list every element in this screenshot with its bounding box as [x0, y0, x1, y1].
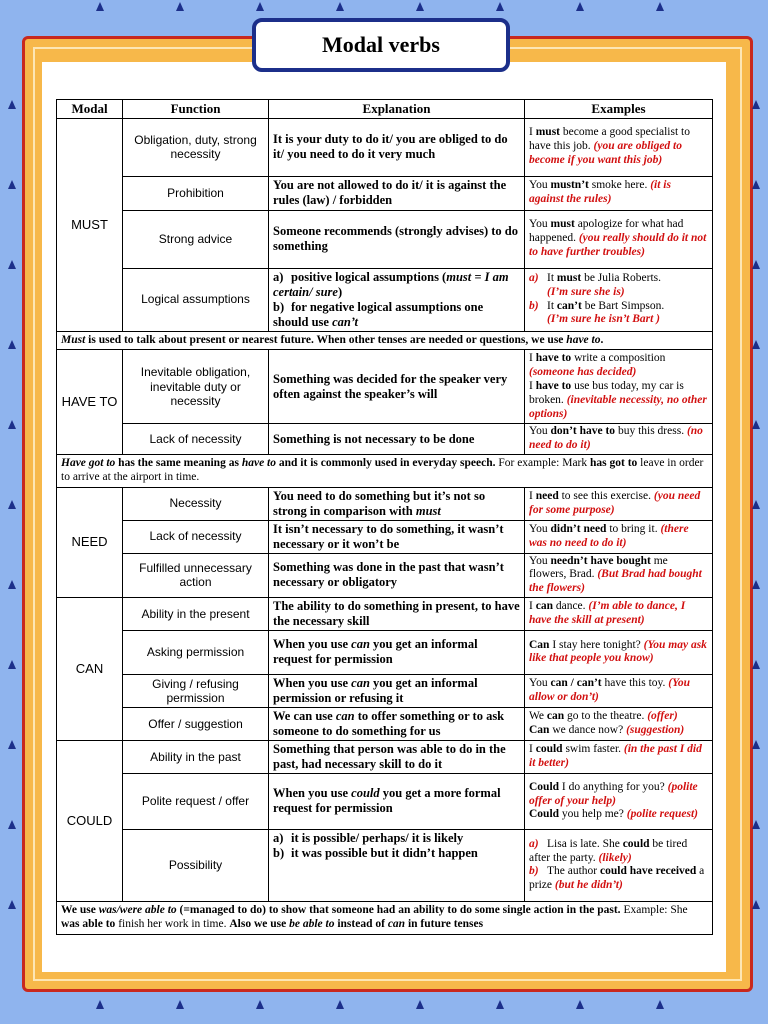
decorative-triangle [8, 500, 16, 509]
example-cell: I have to write a composition (someone has decided) I have to use bus today, my car is broken. (inevitable necessity, no other options) [525, 350, 713, 424]
function-cell: Ability in the present [123, 597, 269, 630]
decorative-triangle [176, 1000, 184, 1009]
decorative-triangle [656, 2, 664, 11]
function-cell: Fulfilled unnecessary action [123, 553, 269, 597]
decorative-triangle [96, 2, 104, 11]
decorative-triangle [752, 660, 760, 669]
decorative-triangle [752, 580, 760, 589]
function-cell: Lack of necessity [123, 520, 269, 553]
example-cell: You mustn’t smoke here. (it is against the rules) [525, 176, 713, 210]
modal-have-to: HAVE TO [57, 350, 123, 455]
decorative-triangle [256, 2, 264, 11]
table-row [57, 487, 713, 520]
decorative-triangle [752, 340, 760, 349]
table-row [57, 424, 713, 455]
header-examples: Examples [525, 100, 713, 119]
decorative-triangle [752, 820, 760, 829]
decorative-triangle [8, 100, 16, 109]
explanation-cell: When you use could you get a more formal request for permission [269, 773, 525, 829]
modal-need: NEED [57, 487, 123, 597]
decorative-triangle [336, 2, 344, 11]
modal-verbs-table [56, 99, 713, 935]
explanation-cell: You are not allowed to do it/ it is against the rules (law) / forbidden [269, 176, 525, 210]
example-cell: You needn’t have bought me flowers, Brad. (But Brad had bought the flowers) [525, 553, 713, 597]
decorative-triangle [96, 1000, 104, 1009]
example-cell: I could swim faster. (in the past I did it better) [525, 740, 713, 773]
function-cell: Ability in the past [123, 740, 269, 773]
have-to-note: Have got to has the same meaning as have to and it is commonly used in everyday speech. For example: Mark has got to leave in order to arrive at the airport in time. [57, 454, 713, 487]
function-cell: Giving / refusing permission [123, 674, 269, 707]
explanation-cell: It isn’t necessary to do something, it wasn’t necessary or it won’t be [269, 520, 525, 553]
explanation-cell: Something was decided for the speaker very often against the speaker’s will [269, 350, 525, 424]
modal-could: COULD [57, 740, 123, 901]
function-cell: Logical assumptions [123, 268, 269, 331]
decorative-triangle [336, 1000, 344, 1009]
example-cell: I need to see this exercise. (you need for some purpose) [525, 487, 713, 520]
table-row [57, 773, 713, 829]
function-cell: Lack of necessity [123, 424, 269, 455]
decorative-triangle [8, 180, 16, 189]
explanation-cell: Something that person was able to do in the past, had necessary skill to do it [269, 740, 525, 773]
decorative-triangle [8, 900, 16, 909]
decorative-triangle [656, 1000, 664, 1009]
decorative-triangle [576, 2, 584, 11]
decorative-triangle [752, 500, 760, 509]
table-row [57, 520, 713, 553]
could-note: We use was/were able to (=managed to do) to show that someone had an ability to do some single action in the past. Example: She was able to finish her work in time. Also we use be able to instead of can in future tenses [57, 901, 713, 934]
example-cell: a) It must be Julia Roberts. (I’m sure she is) b) It can’t be Bart Simpson. (I’m sure he isn’t Bart ) [525, 268, 713, 331]
decorative-triangle [416, 2, 424, 11]
example-cell: I must become a good specialist to have this job. (you are obliged to become if you want this job) [525, 118, 713, 176]
table-row [57, 740, 713, 773]
decorative-triangle [8, 580, 16, 589]
example-cell: You can / can’t have this toy. (You allow or don’t) [525, 674, 713, 707]
decorative-triangle [8, 420, 16, 429]
table-row [57, 597, 713, 630]
decorative-triangle [8, 340, 16, 349]
example-cell: I can dance. (I’m able to dance, I have the skill at present) [525, 597, 713, 630]
decorative-triangle [752, 420, 760, 429]
table-row [57, 674, 713, 707]
decorative-triangle [256, 1000, 264, 1009]
explanation-cell: We can use can to offer something or to ask someone to do something for us [269, 707, 525, 740]
decorative-triangle [416, 1000, 424, 1009]
decorative-triangle [752, 100, 760, 109]
decorative-triangle [8, 260, 16, 269]
table-row [57, 176, 713, 210]
decorative-triangle [752, 180, 760, 189]
note-row [57, 454, 713, 487]
explanation-cell: The ability to do something in present, to have the necessary skill [269, 597, 525, 630]
example-cell: You must apologize for what had happened. (you really should do it not to have further troubles) [525, 210, 713, 268]
explanation-cell: You need to do something but it’s not so strong in comparison with must [269, 487, 525, 520]
function-cell: Asking permission [123, 630, 269, 674]
table-row [57, 118, 713, 176]
decorative-triangle [496, 1000, 504, 1009]
example-cell: You didn’t need to bring it. (there was no need to do it) [525, 520, 713, 553]
explanation-cell: a) positive logical assumptions (must = I am certain/ sure) b) for negative logical assumptions one should use can’t [269, 268, 525, 331]
table-header-row [57, 100, 713, 119]
note-row [57, 331, 713, 350]
function-cell: Polite request / offer [123, 773, 269, 829]
decorative-triangle [752, 260, 760, 269]
example-cell: You don’t have to buy this dress. (no need to do it) [525, 424, 713, 455]
table-row [57, 829, 713, 901]
function-cell: Obligation, duty, strong necessity [123, 118, 269, 176]
must-note: Must is used to talk about present or nearest future. When other tenses are needed or questions, we use have to. [57, 331, 713, 350]
decorative-triangle [8, 820, 16, 829]
explanation-cell: When you use can you get an informal request for permission [269, 630, 525, 674]
decorative-triangle [8, 660, 16, 669]
function-cell: Possibility [123, 829, 269, 901]
decorative-triangle [576, 1000, 584, 1009]
example-cell: We can go to the theatre. (offer) Can we dance now? (suggestion) [525, 707, 713, 740]
table-row [57, 268, 713, 331]
function-cell: Strong advice [123, 210, 269, 268]
header-explanation: Explanation [269, 100, 525, 119]
page-title: Modal verbs [252, 18, 510, 72]
header-modal: Modal [57, 100, 123, 119]
example-cell: a) Lisa is late. She could be tired after the party. (likely) b) The author could have received a prize (but he didn’t) [525, 829, 713, 901]
function-cell: Prohibition [123, 176, 269, 210]
table-row [57, 630, 713, 674]
modal-must: MUST [57, 118, 123, 331]
function-cell: Inevitable obligation, inevitable duty or necessity [123, 350, 269, 424]
decorative-triangle [176, 2, 184, 11]
decorative-triangle [8, 740, 16, 749]
function-cell: Necessity [123, 487, 269, 520]
decorative-triangle [496, 2, 504, 11]
explanation-cell: It is your duty to do it/ you are obliged to do it/ you need to do it very much [269, 118, 525, 176]
table-row [57, 553, 713, 597]
decorative-triangle [752, 900, 760, 909]
modal-can: CAN [57, 597, 123, 740]
example-cell: Could I do anything for you? (polite offer of your help) Could you help me? (polite request) [525, 773, 713, 829]
explanation-cell: Something was done in the past that wasn’t necessary or obligatory [269, 553, 525, 597]
example-cell: Can I stay here tonight? (You may ask like that people you know) [525, 630, 713, 674]
header-function: Function [123, 100, 269, 119]
explanation-cell: When you use can you get an informal permission or refusing it [269, 674, 525, 707]
function-cell: Offer / suggestion [123, 707, 269, 740]
table-row [57, 210, 713, 268]
explanation-cell: Someone recommends (strongly advises) to do something [269, 210, 525, 268]
note-row [57, 901, 713, 934]
table-row [57, 707, 713, 740]
explanation-cell: a) it is possible/ perhaps/ it is likely b) it was possible but it didn’t happen [269, 829, 525, 901]
explanation-cell: Something is not necessary to be done [269, 424, 525, 455]
table-row [57, 350, 713, 424]
decorative-triangle [752, 740, 760, 749]
